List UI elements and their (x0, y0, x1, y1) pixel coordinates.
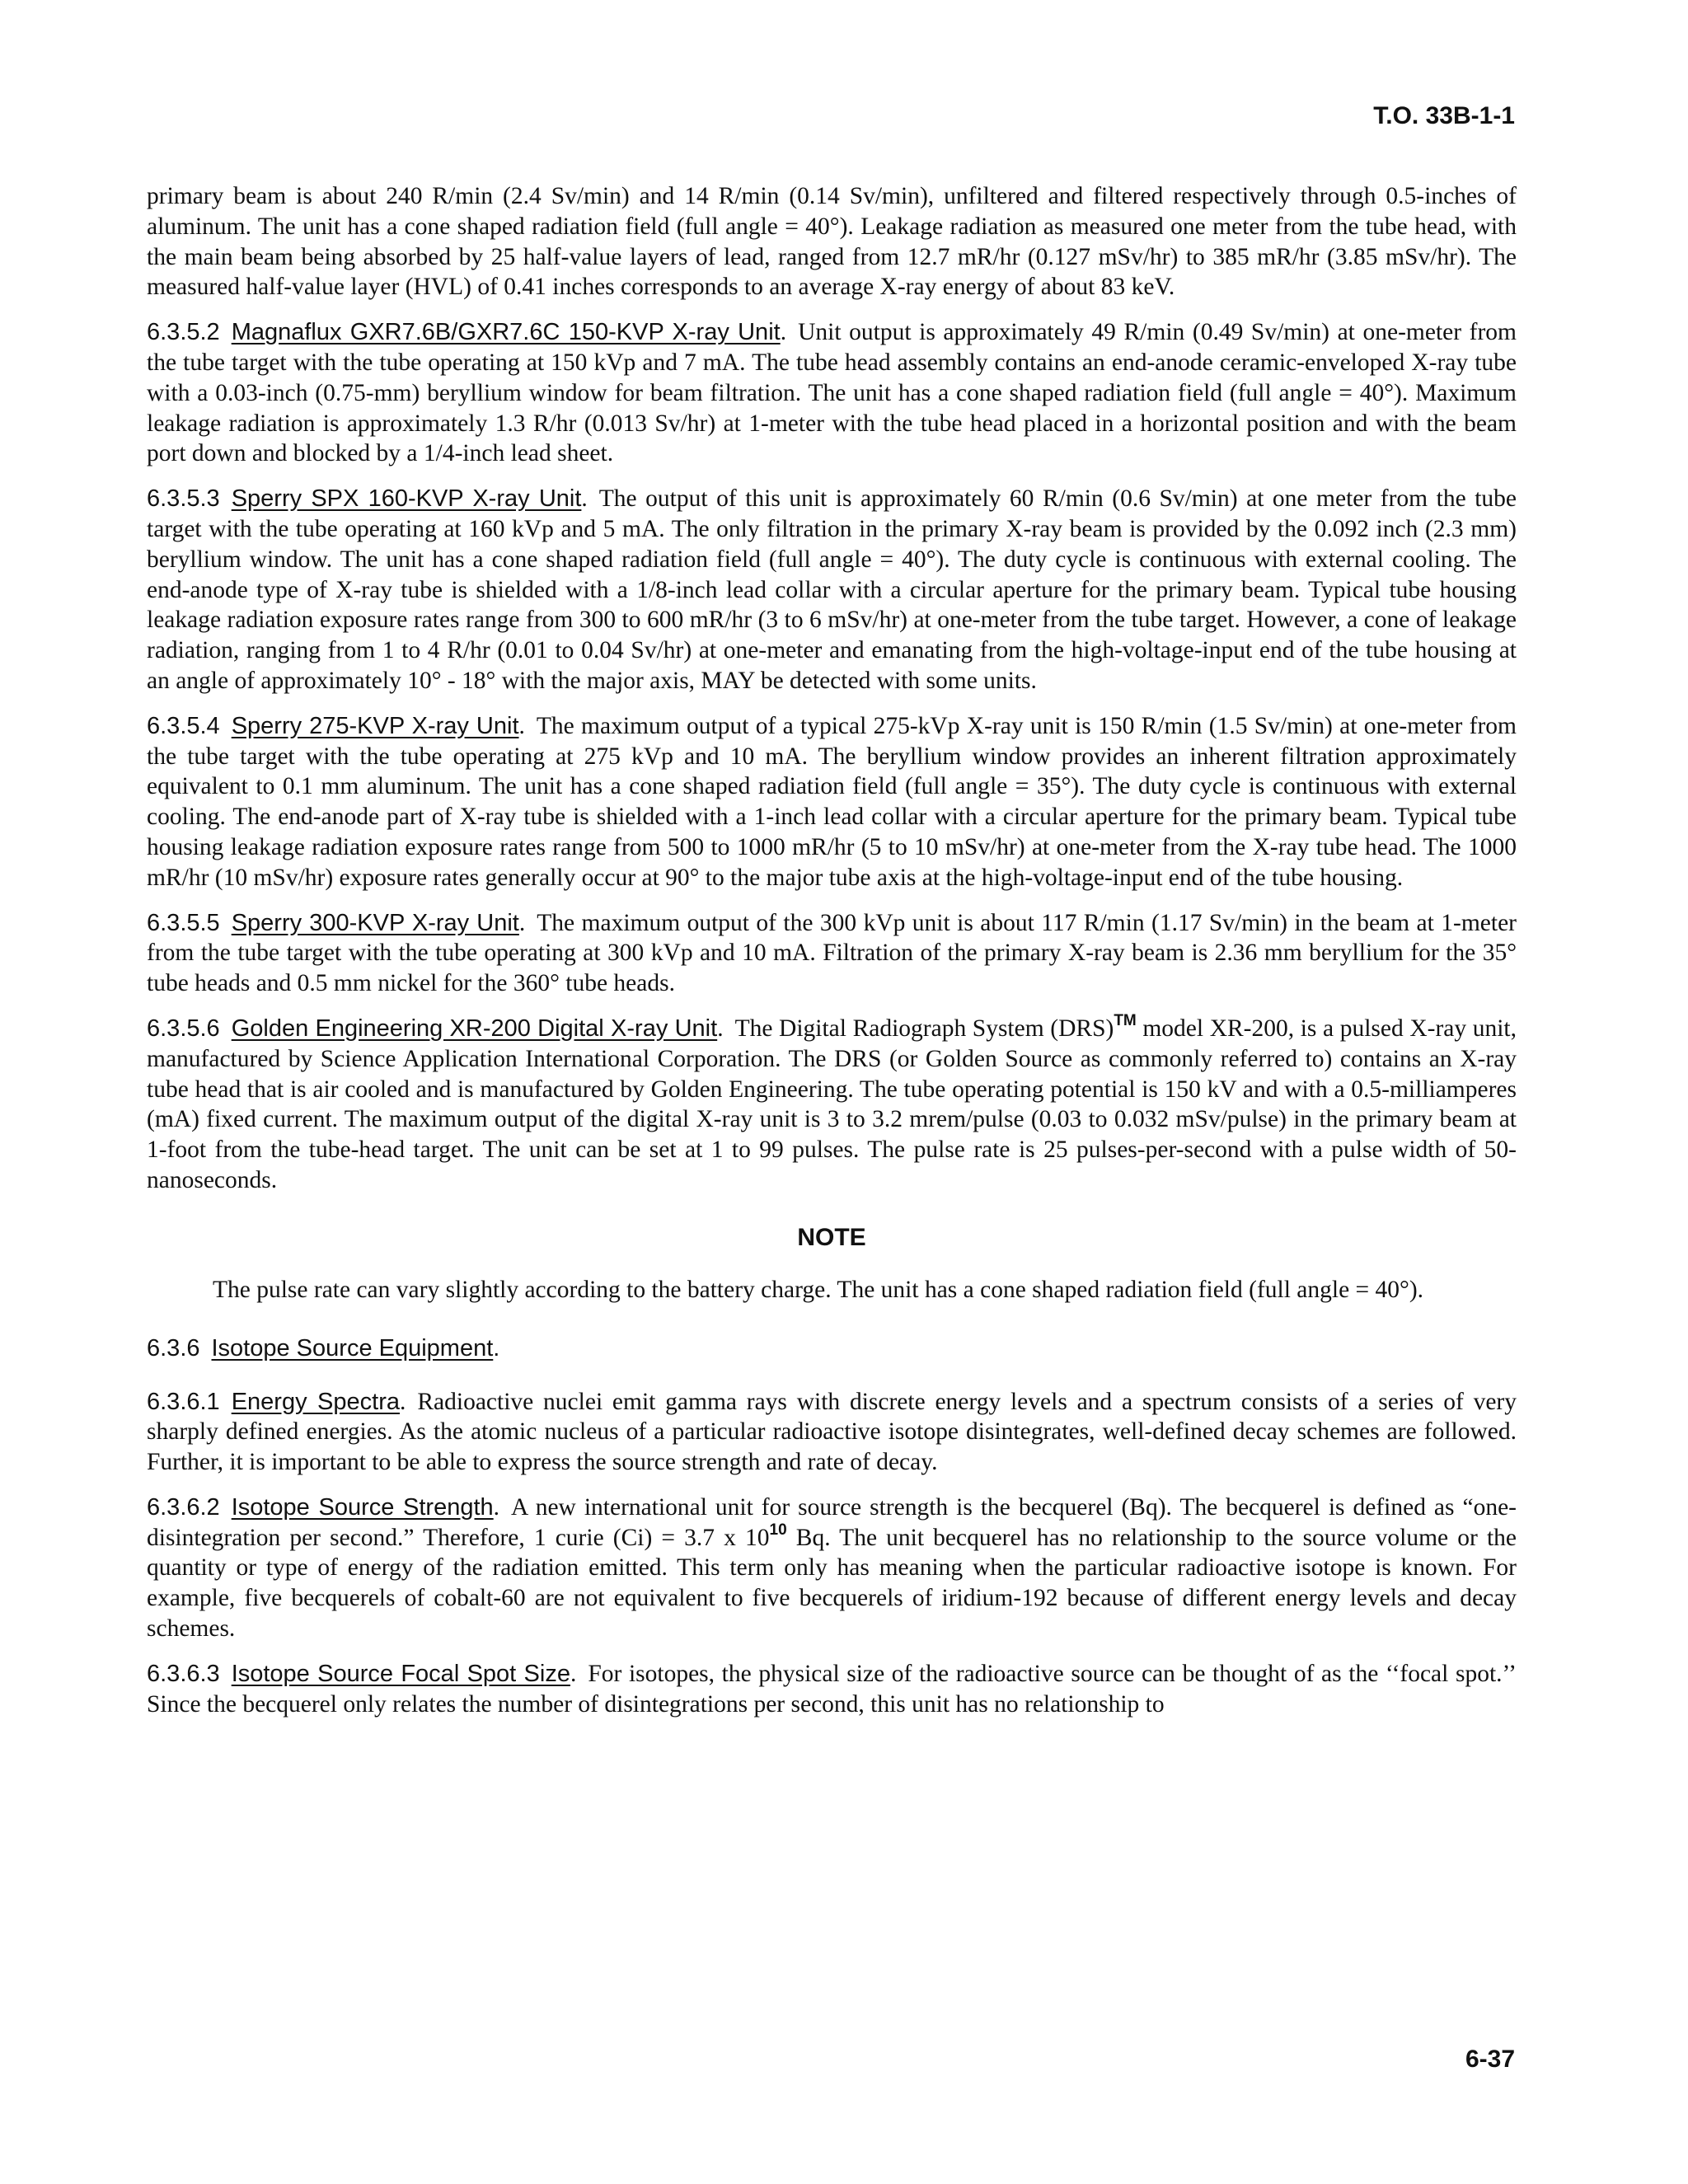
section-text-part-a: The Digital Radiograph System (DRS) (734, 1015, 1114, 1042)
section-number: 6.3.6.3 (147, 1660, 220, 1687)
exponent-superscript: 10 (769, 1521, 787, 1539)
section-number: 6.3.6 (147, 1334, 200, 1361)
section-text-part-b: model XR-200, is a pulsed X-ray unit, manufactured by Science Application International Corporation. The DRS (or Golden Source as commonly referred to) contains an X-ray tube head that is air cooled and is manufactured by Golden Engineering. The tube operating potential is 150 kV and with a 0.5-milliamperes (mA) fixed current. The maximum output of the digital X-ray unit is 3 to 3.2 mrem/pulse (0.03 to 0.032 mSv/pulse) in the primary beam at 1-foot from the tube-head target. The unit can be set at 1 to 99 pulses. The pulse rate is 25 pulses-per-second with a pulse width of 50-nanoseconds. (147, 1015, 1517, 1193)
section-6-3-5-2: 6.3.5.2 Magnaflux GXR7.6B/GXR7.6C 150-KVP X-ray Unit. Unit output is approximately 49 R/min (0.49 Sv/min) at one-meter from the tube target with the tube operating at 150 kVp and 7 mA. The tube head assembly contains an end-anode ceramic-enveloped X-ray tube with a 0.03-inch (0.75-mm) beryllium window for beam filtration. The unit has a cone shaped radiation field (full angle = 40°). Maximum leakage radiation is approximately 1.3 R/hr (0.013 Sv/hr) at 1-meter with the tube head placed in a horizontal position and with the beam port down and blocked by a 1/4-inch lead sheet. (147, 319, 1517, 467)
section-6-3-6-3: 6.3.6.3 Isotope Source Focal Spot Size. For isotopes, the physical size of the radioactive source can be thought of as the ‘‘focal spot.’’ Since the becquerel only relates the number of disintegrations per second, this unit has no relationship to (147, 1660, 1517, 1718)
section-number: 6.3.5.4 (147, 712, 220, 739)
document-id-header: T.O. 33B-1-1 (1373, 102, 1515, 129)
section-number: 6.3.5.2 (147, 319, 220, 346)
section-6-3-5-6: 6.3.5.6 Golden Engineering XR-200 Digital X-ray Unit. The Digital Radiograph System (DRS)™ model XR-200, is a pulsed X-ray unit, manufactured by Science Application International Corporation. The DRS (or Golden Source as commonly referred to) contains an X-ray tube head that is air cooled and is manufactured by Golden Engineering. The tube operating potential is 150 kV and with a 0.5-milliamperes (mA) fixed current. The maximum output of the digital X-ray unit is 3 to 3.2 mrem/pulse (0.03 to 0.032 mSv/pulse) in the primary beam at 1-foot from the tube-head target. The unit can be set at 1 to 99 pulses. The pulse rate is 25 pulses-per-second with a pulse width of 50-nanoseconds. (147, 1012, 1517, 1193)
section-text-part-a: A new international unit for source strength is the becquerel (Bq). The becquerel is defined as “one-disintegration per second.” Therefore, 1 curie (Ci) = 3.7 x 10 (147, 1493, 1517, 1551)
section-title: Sperry SPX 160-KVP X-ray Unit (231, 485, 582, 513)
section-6-3-5-4: 6.3.5.4 Sperry 275-KVP X-ray Unit. The maximum output of a typical 275-kVp X-ray unit is 150 R/min (1.5 Sv/min) at one-meter from the tube target with the tube operating at 275 kVp and 10 mA. The beryllium window provides an inherent filtration approximately equivalent to 0.1 mm aluminum. The unit has a cone shaped radiation field (full angle = 35°). The duty cycle is continuous with external cooling. The end-anode part of X-ray tube is shielded with a 1-inch lead collar with a circular aperture for the primary beam. Typical tube housing leakage radiation exposure rates range from 500 to 1000 mR/hr (5 to 10 mSv/hr) at one-meter from the X-ray tube head. The 1000 mR/hr (10 mSv/hr) exposure rates generally occur at 90° to the major tube axis at the high-voltage-input end of the tube housing. (147, 712, 1517, 891)
section-text: The output of this unit is approximately 60 R/min (0.6 Sv/min) at one meter from the tube target with the tube operating at 160 kVp and 5 mA. The only filtration in the primary X-ray beam is provided by the 0.092 inch (2.3 mm) beryllium window. The unit has a cone shaped radiation field (full angle = 40°). The duty cycle is continuous with external cooling. The end-anode type of X-ray tube is shielded with a 1/8-inch lead collar with a circular aperture for the primary beam. Typical tube housing leakage radiation exposure rates range from 300 to 600 mR/hr (3 to 6 mSv/hr) at one-meter from the tube target. However, a cone of leakage radiation, ranging from 1 to 4 R/hr (0.01 to 0.04 Sv/hr) at one-meter and emanating from the high-voltage-input end of the tube housing at an angle of approximately 10° - 18° with the major axis, MAY be detected with some units. (147, 485, 1517, 694)
section-6-3-6-2: 6.3.6.2 Isotope Source Strength. A new international unit for source strength is the becquerel (Bq). The becquerel is defined as “one-disintegration per second.” Therefore, 1 curie (Ci) = 3.7 x $10^{10}$ Bq. The unit becquerel has no relationship to the source volume or the quantity or type of energy of the radiation emitted. This term only has meaning when the particular radioactive isotope is known. For example, five becquerels of cobalt-60 are not equivalent to five becquerels of iridium-192 because of different energy levels and decay schemes. (147, 1493, 1517, 1643)
section-title: Golden Engineering XR-200 Digital X-ray Unit (231, 1015, 718, 1042)
section-title: Magnaflux GXR7.6B/GXR7.6C 150-KVP X-ray Unit (231, 319, 781, 346)
section-text: Radioactive nuclei emit gamma rays with discrete energy levels and a spectrum consists of a series of very sharply defined energies. As the atomic nucleus of a particular radioactive isotope disintegrates, well-defined decay schemes are followed. Further, it is important to be able to express the source strength and rate of decay. (147, 1388, 1517, 1476)
section-number: 6.3.6.2 (147, 1493, 220, 1521)
section-text: The maximum output of the 300 kVp unit is about 117 R/min (1.17 Sv/min) in the beam at 1-meter from the tube target with the tube operating at 300 kVp and 10 mA. Filtration of the primary X-ray beam is 2.36 mm beryllium for the 35° tube heads and 0.5 mm nickel for the 360° tube heads. (147, 909, 1517, 997)
section-title: Isotope Source Focal Spot Size (231, 1660, 570, 1687)
section-text: For isotopes, the physical size of the radioactive source can be thought of as the ‘‘focal spot.’’ Since the becquerel only relates the number of disintegrations per second, this unit has no relationship to (147, 1660, 1517, 1718)
trademark-superscript: TM (1114, 1012, 1137, 1030)
document-body (147, 181, 1517, 1734)
section-title: Energy Spectra (231, 1388, 400, 1415)
section-number: 6.3.5.3 (147, 485, 220, 513)
section-6-3-6: 6.3.6 Isotope Source Equipment. (147, 1334, 500, 1361)
note-text: The pulse rate can vary slightly according to the battery charge. The unit has a cone shaped radiation field (full angle = 40°). (213, 1276, 1424, 1303)
section-text-part-b: Bq. The unit becquerel has no relationship to the source volume or the quantity or type of energy of the radiation emitted. This term only has meaning when the particular radioactive isotope is known. For example, five becquerels of cobalt-60 are not equivalent to five becquerels of iridium-192 because of different energy levels and decay schemes. (147, 1524, 1517, 1643)
section-title: Isotope Source Strength (231, 1493, 494, 1521)
section-6-3-6-1: 6.3.6.1 Energy Spectra. Radioactive nuclei emit gamma rays with discrete energy levels and a spectrum consists of a series of very sharply defined energies. As the atomic nucleus of a particular radioactive isotope disintegrates, well-defined decay schemes are followed. Further, it is important to be able to express the source strength and rate of decay. (147, 1388, 1517, 1476)
section-6-3-5-3: 6.3.5.3 Sperry SPX 160-KVP X-ray Unit. The output of this unit is approximately 60 R/min (0.6 Sv/min) at one meter from the tube target with the tube operating at 160 kVp and 5 mA. The only filtration in the primary X-ray beam is provided by the 0.092 inch (2.3 mm) beryllium window. The unit has a cone shaped radiation field (full angle = 40°). The duty cycle is continuous with external cooling. The end-anode type of X-ray tube is shielded with a 1/8-inch lead collar with a circular aperture for the primary beam. Typical tube housing leakage radiation exposure rates range from 300 to 600 mR/hr (3 to 6 mSv/hr) at one-meter from the tube target. However, a cone of leakage radiation, ranging from 1 to 4 R/hr (0.01 to 0.04 Sv/hr) at one-meter and emanating from the high-voltage-input end of the tube housing at an angle of approximately 10° - 18° with the major axis, MAY be detected with some units. (147, 485, 1517, 694)
section-title: Sperry 300-KVP X-ray Unit (231, 909, 519, 936)
section-number: 6.3.5.6 (147, 1015, 220, 1042)
section-text: Unit output is approximately 49 R/min (0.49 Sv/min) at one-meter from the tube target with the tube operating at 150 kVp and 7 mA. The tube head assembly contains an end-anode ceramic-enveloped X-ray tube with a 0.03-inch (0.75-mm) beryllium window for beam filtration. The unit has a cone shaped radiation field (full angle = 40°). Maximum leakage radiation is approximately 1.3 R/hr (0.013 Sv/hr) at 1-meter with the tube head placed in a horizontal position and with the beam port down and blocked by a 1/4-inch lead sheet. (147, 319, 1517, 467)
section-title: Sperry 275-KVP X-ray Unit (231, 712, 519, 739)
note-heading: NOTE (797, 1223, 866, 1251)
section-number: 6.3.6.1 (147, 1388, 220, 1415)
section-number: 6.3.5.5 (147, 909, 220, 936)
section-text: The maximum output of a typical 275-kVp X-ray unit is 150 R/min (1.5 Sv/min) at one-meter from the tube target with the tube operating at 275 kVp and 10 mA. The beryllium window provides an inherent filtration approximately equivalent to 0.1 mm aluminum. The unit has a cone shaped radiation field (full angle = 35°). The duty cycle is continuous with external cooling. The end-anode part of X-ray tube is shielded with a 1-inch lead collar with a circular aperture for the primary beam. Typical tube housing leakage radiation exposure rates range from 500 to 1000 mR/hr (5 to 10 mSv/hr) at one-meter from the X-ray tube head. The 1000 mR/hr (10 mSv/hr) exposure rates generally occur at 90° to the major tube axis at the high-voltage-input end of the tube housing. (147, 712, 1517, 891)
section-6-3-5-5: 6.3.5.5 Sperry 300-KVP X-ray Unit. The maximum output of the 300 kVp unit is about 117 R/min (1.17 Sv/min) in the beam at 1-meter from the tube target with the tube operating at 300 kVp and 10 mA. Filtration of the primary X-ray beam is 2.36 mm beryllium for the 35° tube heads and 0.5 mm nickel for the 360° tube heads. (147, 909, 1517, 997)
page-number-footer: 6-37 (1465, 2046, 1515, 2073)
section-title: Isotope Source Equipment (211, 1334, 494, 1361)
intro-paragraph: primary beam is about 240 R/min (2.4 Sv/min) and 14 R/min (0.14 Sv/min), unfiltered and filtered respectively through 0.5-inches of aluminum. The unit has a cone shaped radiation field (full angle = 40°). Leakage radiation as measured one meter from the tube head, with the main beam being absorbed by 25 half-value layers of lead, ranged from 12.7 mR/hr (0.127 mSv/hr) to 385 mR/hr (3.85 mSv/hr). The measured half-value layer (HVL) of 0.41 inches corresponds to an average X-ray energy of about 83 keV. (147, 183, 1517, 301)
